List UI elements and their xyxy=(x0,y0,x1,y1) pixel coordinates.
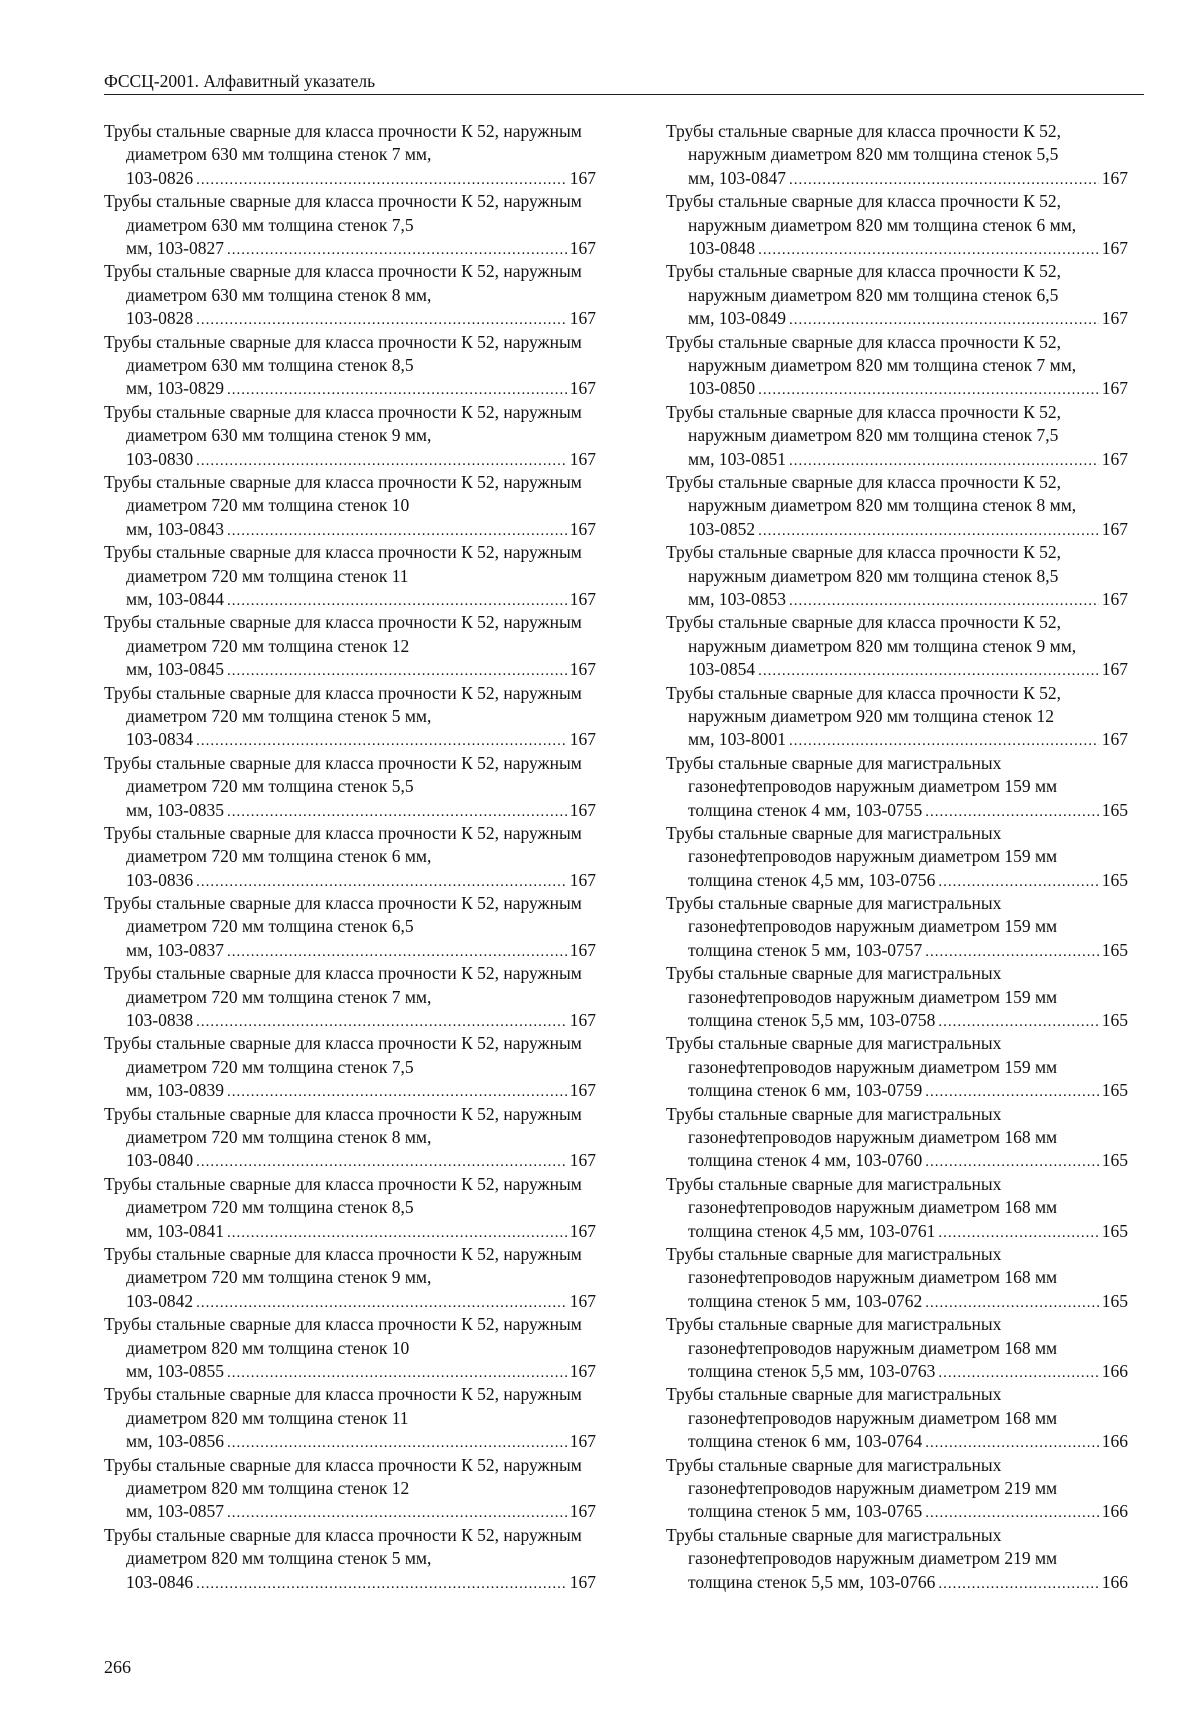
dot-leader xyxy=(227,941,567,962)
header-title: ФССЦ-2001. Алфавитный указатель xyxy=(104,71,376,91)
entry-text: Трубы стальные сварные для класса прочности К 52, наружным диаметром 720 мм толщина стенок 10 xyxy=(104,471,582,516)
dot-leader xyxy=(227,1432,567,1453)
entry-page-number: 167 xyxy=(1101,729,1128,750)
dot-leader xyxy=(227,801,567,822)
index-entry xyxy=(666,1383,1128,1453)
index-entry xyxy=(104,1524,596,1594)
entry-page-number: 167 xyxy=(569,1290,596,1311)
entry-page-number: 167 xyxy=(1101,308,1128,329)
dot-leader xyxy=(925,1292,1098,1313)
running-header xyxy=(104,70,1144,95)
index-entry xyxy=(666,892,1128,962)
entry-code: 103-0850 xyxy=(688,378,756,399)
index-entry xyxy=(666,962,1128,1032)
entry-reference-line xyxy=(688,1079,1128,1102)
entry-code: мм, 103-0849 xyxy=(688,308,786,329)
entry-code: 103-0848 xyxy=(688,238,756,258)
entry-text: Трубы стальные сварные для магистральных газонефтепроводов наружным диаметром 168 мм xyxy=(666,1384,1058,1428)
entry-text: Трубы стальные сварные для класса прочности К 52, наружным диаметром 820 мм толщина стенок 11 xyxy=(104,1384,582,1428)
entry-text: Трубы стальные сварные для класса прочности К 52, наружным диаметром 720 мм толщина стенок 6 мм, xyxy=(104,822,582,867)
entry-text: Трубы стальные сварные для класса прочности К 52, наружным диаметром 720 мм толщина стенок 5 мм, xyxy=(104,682,582,726)
entry-reference-line xyxy=(688,728,1128,751)
entry-page-number: 166 xyxy=(1101,1571,1128,1592)
entry-page-number: 167 xyxy=(1101,588,1128,609)
index-entry xyxy=(666,1103,1128,1173)
index-entry xyxy=(104,1103,596,1173)
entry-text: Трубы стальные сварные для магистральных газонефтепроводов наружным диаметром 159 мм xyxy=(666,752,1058,797)
index-entry xyxy=(666,1243,1128,1313)
entry-page-number: 165 xyxy=(1101,1150,1128,1171)
entry-code: 103-0836 xyxy=(126,869,194,890)
dot-leader xyxy=(938,1011,1098,1032)
dot-leader xyxy=(196,169,567,190)
dot-leader xyxy=(196,871,567,892)
entry-code: мм, 103-0827 xyxy=(126,238,224,258)
entry-reference-line xyxy=(126,1360,596,1383)
entry-text: Трубы стальные сварные для класса прочности К 52, наружным диаметром 820 мм толщина стенок 10 xyxy=(104,1314,582,1358)
index-entry xyxy=(104,1243,596,1313)
index-entry xyxy=(666,1454,1128,1524)
page-number: 266 xyxy=(104,1657,131,1677)
entry-code: 103-0840 xyxy=(126,1150,194,1171)
entry-page-number: 165 xyxy=(1101,869,1128,890)
index-column-left xyxy=(104,120,596,1594)
index-entry xyxy=(666,541,1128,611)
dot-leader xyxy=(925,1151,1098,1172)
entry-code: мм, 103-0837 xyxy=(126,939,224,960)
entry-reference-line xyxy=(688,1149,1128,1172)
entry-text: Трубы стальные сварные для класса прочности К 52, наружным диаметром 820 мм толщина стенок 8,5 xyxy=(666,542,1062,586)
entry-page-number: 167 xyxy=(569,799,596,820)
entry-reference-line xyxy=(688,1290,1128,1313)
entry-reference-line xyxy=(126,237,596,260)
entry-text: Трубы стальные сварные для класса прочности К 52, наружным диаметром 720 мм толщина стенок 7 мм, xyxy=(104,963,582,1007)
entry-reference-line xyxy=(126,448,596,471)
entry-page-number: 167 xyxy=(569,729,596,750)
index-entry xyxy=(104,822,596,892)
index-entry xyxy=(104,1313,596,1383)
entry-text: Трубы стальные сварные для класса прочности К 52, наружным диаметром 820 мм толщина стенок 12 xyxy=(104,1454,582,1498)
entry-reference-line xyxy=(688,799,1128,822)
entry-text: Трубы стальные сварные для класса прочности К 52, наружным диаметром 820 мм толщина стенок 6 мм, xyxy=(666,191,1077,235)
entry-page-number: 167 xyxy=(1101,167,1128,188)
dot-leader xyxy=(938,1362,1098,1383)
index-entry xyxy=(104,190,596,260)
entry-code: 103-0826 xyxy=(126,167,194,188)
entry-code: толщина стенок 5 мм, 103-0765 xyxy=(688,1501,923,1522)
entry-code: толщина стенок 4,5 мм, 103-0761 xyxy=(688,1220,936,1241)
entry-reference-line xyxy=(126,307,596,330)
entry-page-number: 166 xyxy=(1101,1501,1128,1522)
entry-code: мм, 103-0841 xyxy=(126,1220,224,1241)
index-entry xyxy=(104,611,596,681)
entry-code: 103-0842 xyxy=(126,1290,194,1311)
dot-leader xyxy=(227,520,567,541)
index-entry xyxy=(104,331,596,401)
entry-code: толщина стенок 5,5 мм, 103-0758 xyxy=(688,1010,936,1031)
entry-page-number: 167 xyxy=(569,167,596,188)
dot-leader xyxy=(227,1081,567,1102)
entry-text: Трубы стальные сварные для магистральных газонефтепроводов наружным диаметром 159 мм xyxy=(666,1033,1058,1077)
entry-reference-line xyxy=(126,1430,596,1453)
index-entry xyxy=(104,1032,596,1102)
entry-page-number: 167 xyxy=(569,659,596,680)
entry-text: Трубы стальные сварные для класса прочности К 52, наружным диаметром 720 мм толщина стенок 7,5 xyxy=(104,1033,582,1077)
entry-text: Трубы стальные сварные для класса прочности К 52, наружным диаметром 820 мм толщина стенок 9 мм, xyxy=(666,612,1077,656)
entry-code: мм, 103-8001 xyxy=(688,729,786,750)
dot-leader xyxy=(227,1362,567,1383)
dot-leader xyxy=(925,1502,1098,1523)
entry-reference-line xyxy=(126,869,596,892)
dot-leader xyxy=(789,450,1099,471)
entry-code: мм, 103-0845 xyxy=(126,659,224,680)
index-entry xyxy=(666,1173,1128,1243)
entry-reference-line xyxy=(688,1430,1128,1453)
entry-code: мм, 103-0847 xyxy=(688,167,786,188)
index-entry xyxy=(666,611,1128,681)
entry-code: 103-0830 xyxy=(126,448,194,469)
dot-leader xyxy=(758,379,1099,400)
entry-code: 103-0854 xyxy=(688,659,756,680)
entry-reference-line xyxy=(126,728,596,751)
dot-leader xyxy=(196,1292,567,1313)
entry-text: Трубы стальные сварные для класса прочности К 52, наружным диаметром 630 мм толщина стенок 9 мм, xyxy=(104,401,582,446)
entry-text: Трубы стальные сварные для класса прочности К 52, наружным диаметром 820 мм толщина стенок 7 мм, xyxy=(666,331,1077,375)
entry-reference-line xyxy=(126,1500,596,1523)
dot-leader xyxy=(925,1081,1098,1102)
index-entry xyxy=(104,260,596,330)
dot-leader xyxy=(789,590,1099,611)
dot-leader xyxy=(758,520,1099,541)
entry-page-number: 167 xyxy=(569,869,596,890)
entry-reference-line xyxy=(688,1571,1128,1594)
entry-page-number: 167 xyxy=(1101,659,1128,680)
entry-text: Трубы стальные сварные для магистральных газонефтепроводов наружным диаметром 168 мм xyxy=(666,1244,1058,1288)
dot-leader xyxy=(227,590,567,611)
index-entry xyxy=(666,752,1128,822)
entry-text: Трубы стальные сварные для класса прочности К 52, наружным диаметром 820 мм толщина стенок 7,5 xyxy=(666,401,1062,446)
entry-text: Трубы стальные сварные для магистральных газонефтепроводов наружным диаметром 168 мм xyxy=(666,1103,1058,1148)
entry-page-number: 167 xyxy=(569,378,596,399)
index-entry xyxy=(666,1313,1128,1383)
dot-leader xyxy=(758,239,1099,260)
dot-leader xyxy=(227,1222,567,1243)
entry-text: Трубы стальные сварные для класса прочности К 52, наружным диаметром 630 мм толщина стенок 7 мм, xyxy=(104,121,582,165)
entry-text: Трубы стальные сварные для класса прочности К 52, наружным диаметром 720 мм толщина стенок 12 xyxy=(104,612,582,656)
entry-page-number: 167 xyxy=(569,588,596,609)
entry-reference-line xyxy=(126,1220,596,1243)
entry-reference-line xyxy=(126,1149,596,1172)
index-entry xyxy=(666,1032,1128,1102)
entry-text: Трубы стальные сварные для класса прочности К 52, наружным диаметром 720 мм толщина стенок 5,5 xyxy=(104,752,582,797)
entry-code: 103-0852 xyxy=(688,518,756,539)
dot-leader xyxy=(758,660,1099,681)
entry-text: Трубы стальные сварные для магистральных газонефтепроводов наружным диаметром 159 мм xyxy=(666,893,1058,937)
entry-page-number: 167 xyxy=(569,1150,596,1171)
dot-leader xyxy=(789,730,1099,751)
index-entry xyxy=(666,401,1128,471)
entry-code: толщина стенок 5,5 мм, 103-0763 xyxy=(688,1361,936,1381)
dot-leader xyxy=(196,1011,567,1032)
entry-text: Трубы стальные сварные для класса прочности К 52, наружным диаметром 820 мм толщина стенок 6,5 xyxy=(666,261,1062,305)
entry-code: мм, 103-0843 xyxy=(126,518,224,539)
entry-code: мм, 103-0829 xyxy=(126,378,224,399)
entry-text: Трубы стальные сварные для класса прочности К 52, наружным диаметром 630 мм толщина стенок 8 мм, xyxy=(104,261,582,305)
index-entry xyxy=(666,190,1128,260)
entry-reference-line xyxy=(688,518,1128,541)
entry-reference-line xyxy=(688,167,1128,190)
entry-text: Трубы стальные сварные для магистральных газонефтепроводов наружным диаметром 219 мм xyxy=(666,1524,1058,1569)
entry-code: мм, 103-0857 xyxy=(126,1501,224,1522)
entry-code: толщина стенок 5,5 мм, 103-0766 xyxy=(688,1571,936,1592)
entry-reference-line xyxy=(688,307,1128,330)
index-entry xyxy=(104,471,596,541)
entry-reference-line xyxy=(126,799,596,822)
entry-text: Трубы стальные сварные для класса прочности К 52, наружным диаметром 720 мм толщина стенок 11 xyxy=(104,542,582,586)
entry-code: мм, 103-0835 xyxy=(126,799,224,820)
entry-reference-line xyxy=(688,237,1128,260)
index-entry xyxy=(104,541,596,611)
entry-reference-line xyxy=(688,939,1128,962)
dot-leader xyxy=(196,1573,567,1594)
index-entry xyxy=(104,892,596,962)
dot-leader xyxy=(938,1573,1098,1594)
entry-page-number: 167 xyxy=(569,1361,596,1381)
entry-page-number: 165 xyxy=(1101,1080,1128,1101)
dot-leader xyxy=(925,801,1098,822)
dot-leader xyxy=(938,871,1098,892)
entry-code: толщина стенок 4 мм, 103-0760 xyxy=(688,1150,923,1171)
index-entry xyxy=(104,401,596,471)
entry-page-number: 167 xyxy=(1101,378,1128,399)
dot-leader xyxy=(196,309,567,330)
entry-code: 103-0838 xyxy=(126,1010,194,1031)
entry-reference-line xyxy=(126,518,596,541)
entry-page-number: 166 xyxy=(1101,1361,1128,1381)
entry-page-number: 167 xyxy=(569,518,596,539)
index-entry xyxy=(104,1454,596,1524)
entry-text: Трубы стальные сварные для класса прочности К 52, наружным диаметром 920 мм толщина стенок 12 xyxy=(666,682,1062,726)
index-entry xyxy=(666,1524,1128,1594)
entry-code: мм, 103-0844 xyxy=(126,588,224,609)
entry-page-number: 167 xyxy=(569,1571,596,1592)
dot-leader xyxy=(789,169,1099,190)
entry-code: толщина стенок 4,5 мм, 103-0756 xyxy=(688,869,936,890)
entry-reference-line xyxy=(126,1079,596,1102)
entry-page-number: 167 xyxy=(569,448,596,469)
entry-text: Трубы стальные сварные для класса прочности К 52, наружным диаметром 720 мм толщина стенок 8 мм, xyxy=(104,1103,582,1148)
entry-code: мм, 103-0855 xyxy=(126,1361,224,1381)
entry-reference-line xyxy=(126,1571,596,1594)
index-entry xyxy=(666,822,1128,892)
entry-reference-line xyxy=(126,658,596,681)
dot-leader xyxy=(789,309,1099,330)
dot-leader xyxy=(196,730,567,751)
entry-page-number: 165 xyxy=(1101,1290,1128,1311)
entry-code: мм, 103-0839 xyxy=(126,1080,224,1101)
entry-code: толщина стенок 5 мм, 103-0757 xyxy=(688,939,923,960)
index-entry xyxy=(104,752,596,822)
index-column-right xyxy=(666,120,1128,1594)
index-entry xyxy=(666,331,1128,401)
entry-text: Трубы стальные сварные для класса прочности К 52, наружным диаметром 720 мм толщина стенок 6,5 xyxy=(104,893,582,937)
entry-reference-line xyxy=(688,588,1128,611)
dot-leader xyxy=(938,1222,1098,1243)
entry-reference-line xyxy=(126,1009,596,1032)
entry-text: Трубы стальные сварные для магистральных газонефтепроводов наружным диаметром 168 мм xyxy=(666,1173,1058,1218)
entry-page-number: 165 xyxy=(1101,799,1128,820)
entry-reference-line xyxy=(688,1220,1128,1243)
entry-page-number: 166 xyxy=(1101,1431,1128,1452)
entry-reference-line xyxy=(688,377,1128,400)
dot-leader xyxy=(227,379,567,400)
entry-page-number: 167 xyxy=(569,939,596,960)
dot-leader xyxy=(925,941,1098,962)
entry-reference-line xyxy=(126,377,596,400)
index-entry xyxy=(666,260,1128,330)
entry-code: мм, 103-0856 xyxy=(126,1431,224,1452)
entry-text: Трубы стальные сварные для магистральных газонефтепроводов наружным диаметром 159 мм xyxy=(666,822,1058,867)
entry-reference-line xyxy=(688,658,1128,681)
index-entry xyxy=(104,962,596,1032)
entry-code: 103-0828 xyxy=(126,308,194,329)
entry-code: толщина стенок 6 мм, 103-0764 xyxy=(688,1431,923,1452)
entry-code: мм, 103-0853 xyxy=(688,588,786,609)
entry-reference-line xyxy=(688,1009,1128,1032)
entry-text: Трубы стальные сварные для магистральных газонефтепроводов наружным диаметром 168 мм xyxy=(666,1314,1058,1358)
dot-leader xyxy=(925,1432,1098,1453)
index-entry xyxy=(666,120,1128,190)
entry-text: Трубы стальные сварные для класса прочности К 52, наружным диаметром 630 мм толщина стенок 8,5 xyxy=(104,331,582,375)
entry-page-number: 165 xyxy=(1101,1220,1128,1241)
entry-page-number: 167 xyxy=(569,308,596,329)
entry-code: 103-0834 xyxy=(126,729,194,750)
entry-reference-line xyxy=(688,869,1128,892)
dot-leader xyxy=(227,239,567,260)
dot-leader xyxy=(196,1151,567,1172)
entry-text: Трубы стальные сварные для класса прочности К 52, наружным диаметром 820 мм толщина стенок 5 мм, xyxy=(104,1524,582,1569)
entry-page-number: 167 xyxy=(569,1501,596,1522)
entry-reference-line xyxy=(688,1360,1128,1383)
dot-leader xyxy=(196,450,567,471)
index-entry xyxy=(666,682,1128,752)
entry-code: 103-0846 xyxy=(126,1571,194,1592)
entry-text: Трубы стальные сварные для класса прочности К 52, наружным диаметром 720 мм толщина стенок 8,5 xyxy=(104,1173,582,1218)
entry-page-number: 167 xyxy=(1101,238,1128,258)
index-entry xyxy=(666,471,1128,541)
entry-text: Трубы стальные сварные для класса прочности К 52, наружным диаметром 720 мм толщина стенок 9 мм, xyxy=(104,1244,582,1288)
entry-code: мм, 103-0851 xyxy=(688,448,786,469)
entry-page-number: 167 xyxy=(1101,518,1128,539)
entry-text: Трубы стальные сварные для магистральных газонефтепроводов наружным диаметром 219 мм xyxy=(666,1454,1058,1498)
entry-page-number: 167 xyxy=(569,1010,596,1031)
entry-page-number: 167 xyxy=(569,1080,596,1101)
entry-reference-line xyxy=(126,1290,596,1313)
index-entry xyxy=(104,1173,596,1243)
entry-page-number: 165 xyxy=(1101,1010,1128,1031)
entry-page-number: 167 xyxy=(1101,448,1128,469)
index-entry xyxy=(104,1383,596,1453)
entry-page-number: 167 xyxy=(569,1220,596,1241)
entry-text: Трубы стальные сварные для класса прочности К 52, наружным диаметром 820 мм толщина стенок 8 мм, xyxy=(666,471,1077,516)
entry-text: Трубы стальные сварные для класса прочности К 52, наружным диаметром 820 мм толщина стенок 5,5 xyxy=(666,121,1062,165)
entry-code: толщина стенок 5 мм, 103-0762 xyxy=(688,1290,923,1311)
entry-reference-line xyxy=(688,1500,1128,1523)
index-entry xyxy=(104,120,596,190)
index-entry xyxy=(104,682,596,752)
dot-leader xyxy=(227,1502,567,1523)
entry-text: Трубы стальные сварные для магистральных газонефтепроводов наружным диаметром 159 мм xyxy=(666,963,1058,1007)
entry-page-number: 165 xyxy=(1101,939,1128,960)
entry-text: Трубы стальные сварные для класса прочности К 52, наружным диаметром 630 мм толщина стенок 7,5 xyxy=(104,191,582,235)
entry-code: толщина стенок 6 мм, 103-0759 xyxy=(688,1080,923,1101)
entry-reference-line xyxy=(126,939,596,962)
entry-reference-line xyxy=(688,448,1128,471)
entry-page-number: 167 xyxy=(569,1431,596,1452)
entry-page-number: 167 xyxy=(569,238,596,258)
dot-leader xyxy=(227,660,567,681)
entry-reference-line xyxy=(126,167,596,190)
entry-reference-line xyxy=(126,588,596,611)
entry-code: толщина стенок 4 мм, 103-0755 xyxy=(688,799,923,820)
